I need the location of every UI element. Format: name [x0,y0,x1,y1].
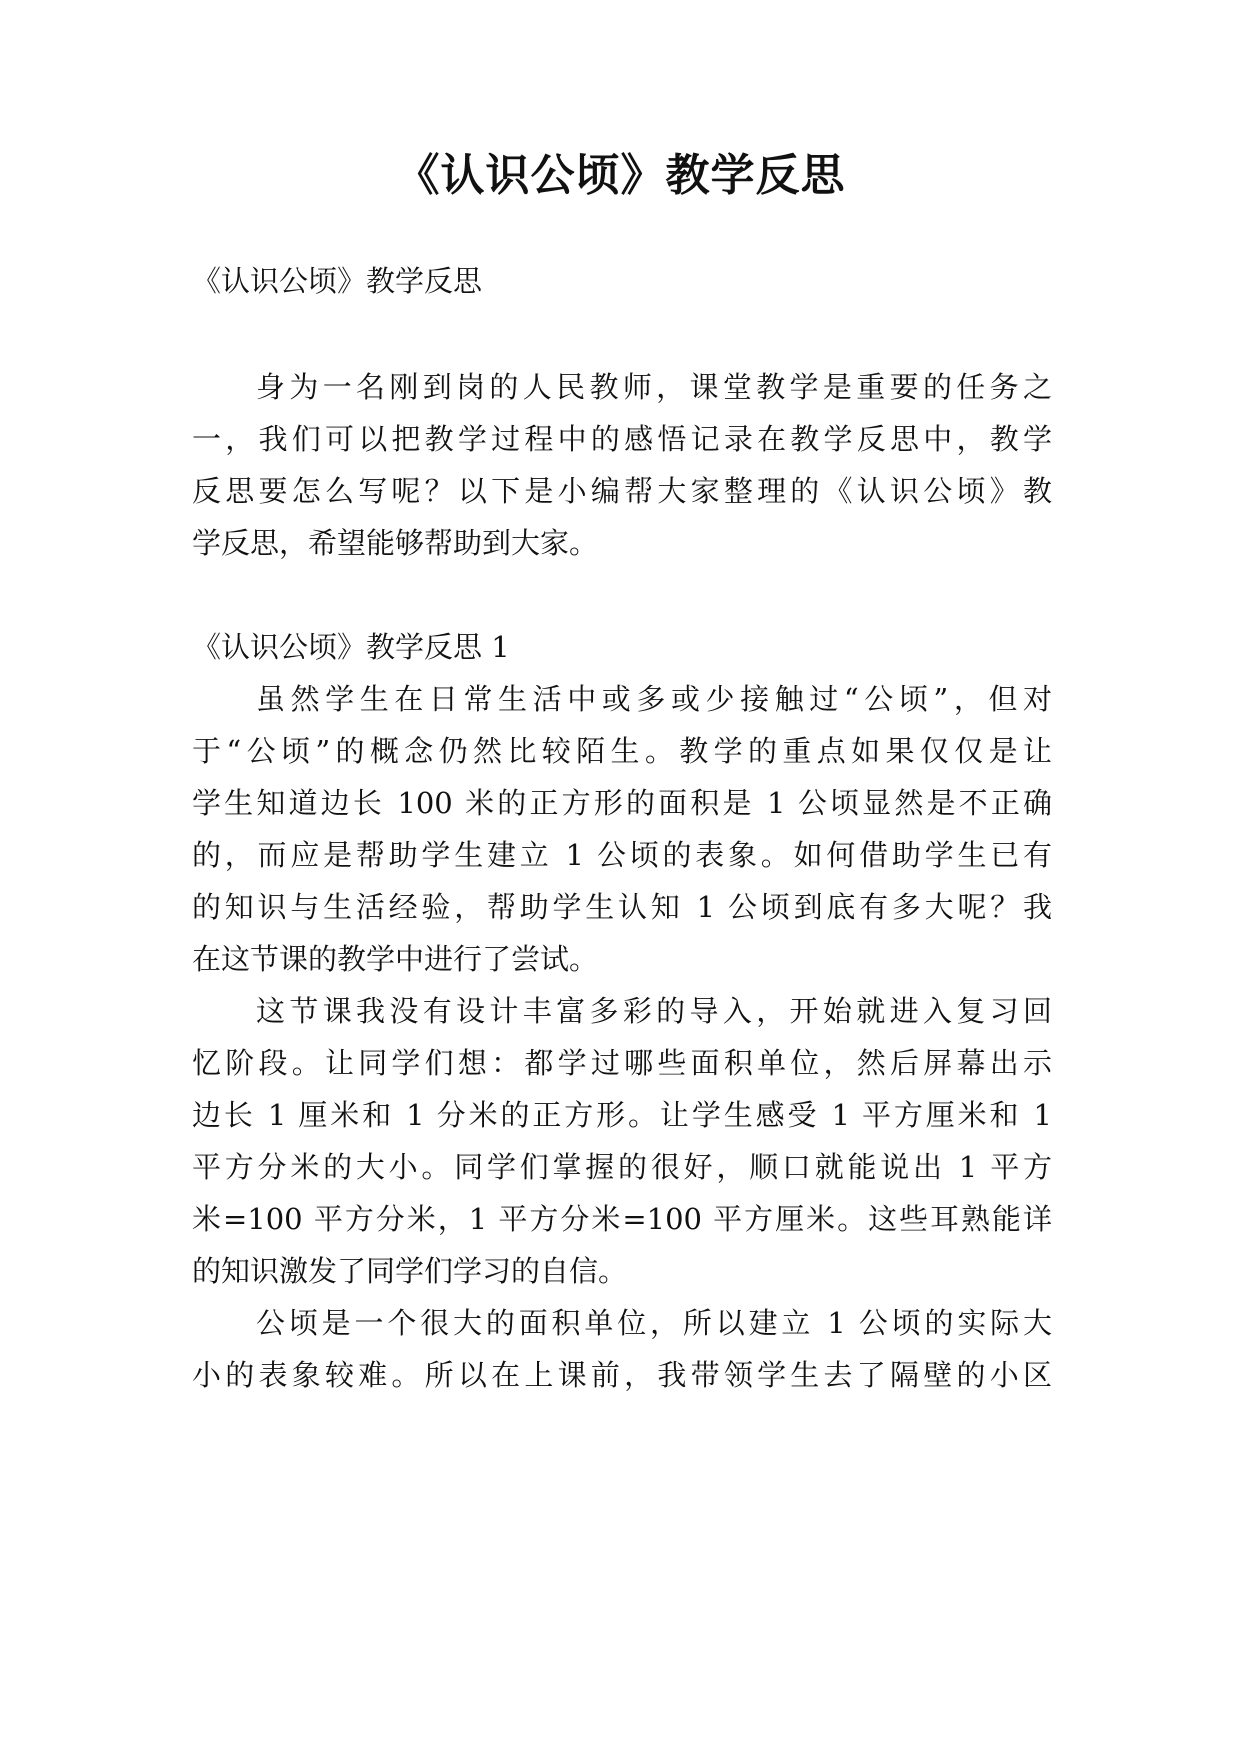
paragraph-line: 边长 1 厘米和 1 分米的正方形。让学生感受 1 平方厘米和 1 [192,1098,1052,1132]
section-heading: 《认识公顷》教学反思 1 [192,630,510,664]
intro-line: 学反思，希望能够帮助到大家。 [192,526,599,560]
paragraph-line: 虽然学生在日常生活中或多或少接触过“公顷”，但对 [256,682,1052,716]
intro-line: 一，我们可以把教学过程中的感悟记录在教学反思中，教学 [192,422,1052,456]
paragraph-line: 的知识激发了同学们学习的自信。 [192,1254,628,1288]
paragraph-line: 学生知道边长 100 米的正方形的面积是 1 公顷显然是不正确 [192,786,1052,820]
paragraph-line: 在这节课的教学中进行了尝试。 [192,942,599,976]
paragraph-line: 忆阶段。让同学们想：都学过哪些面积单位，然后屏幕出示 [192,1046,1052,1080]
paragraph-line: 的，而应是帮助学生建立 1 公顷的表象。如何借助学生已有 [192,838,1052,872]
paragraph-line: 于“公顷”的概念仍然比较陌生。教学的重点如果仅仅是让 [192,734,1052,768]
intro-line: 反思要怎么写呢？以下是小编帮大家整理的《认识公顷》教 [192,474,1052,508]
paragraph-line: 平方分米的大小。同学们掌握的很好，顺口就能说出 1 平方 [192,1150,1052,1184]
intro-line: 身为一名刚到岗的人民教师，课堂教学是重要的任务之 [256,370,1052,404]
paragraph-line: 小的表象较难。所以在上课前，我带领学生去了隔壁的小区 [192,1358,1052,1392]
paragraph-line: 公顷是一个很大的面积单位，所以建立 1 公顷的实际大 [256,1306,1052,1340]
paragraph-line: 的知识与生活经验，帮助学生认知 1 公顷到底有多大呢？我 [192,890,1052,924]
document-subtitle: 《认识公顷》教学反思 [192,264,483,298]
document-title: 《认识公顷》教学反思 [395,150,846,201]
paragraph-line: 这节课我没有设计丰富多彩的导入，开始就进入复习回 [256,994,1052,1028]
paragraph-line: 米=100 平方分米，1 平方分米=100 平方厘米。这些耳熟能详 [192,1202,1052,1236]
